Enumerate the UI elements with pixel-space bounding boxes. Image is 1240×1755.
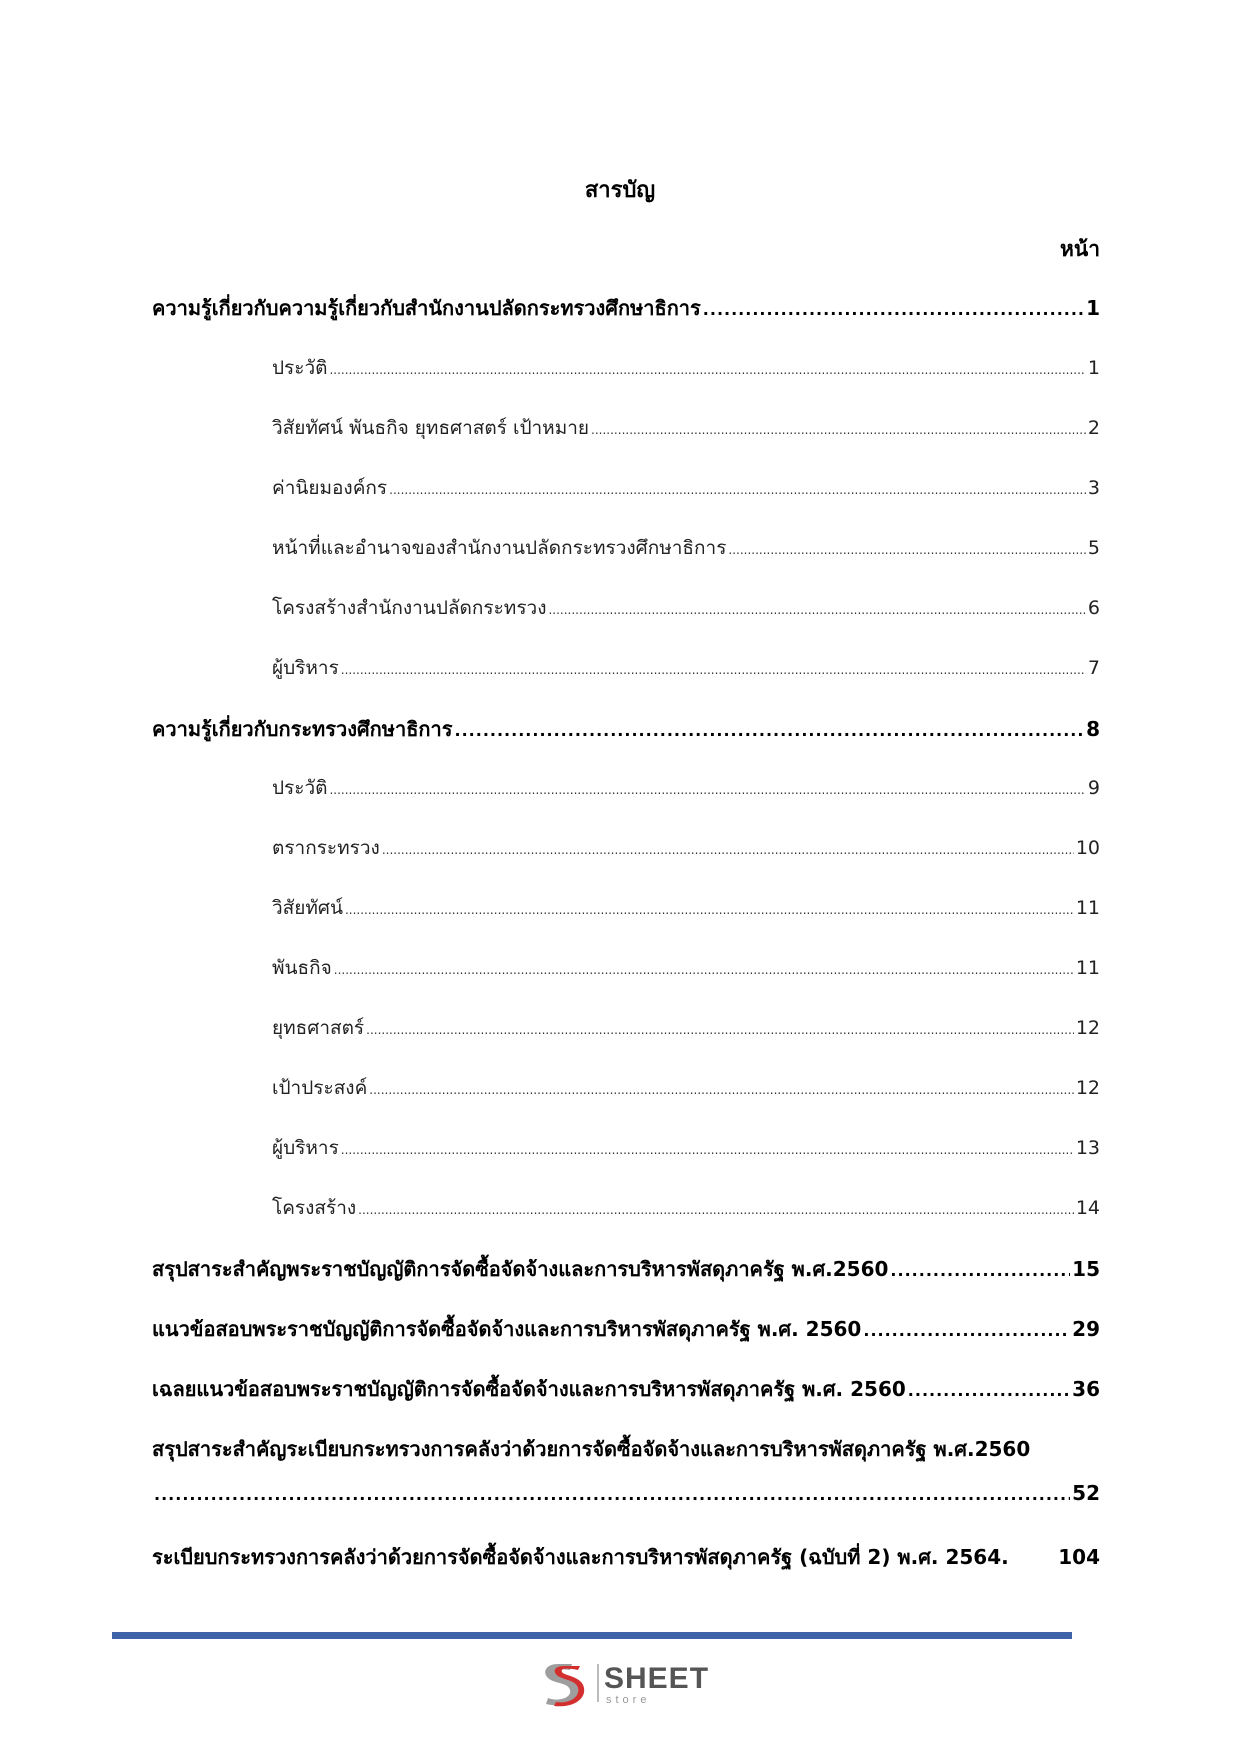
leader-dots <box>341 663 1086 677</box>
toc-entry-label: ผู้บริหาร <box>272 657 339 679</box>
toc-entry-page: 15 <box>1072 1257 1100 1281</box>
toc-entry-label: โครงสร้าง <box>272 1197 357 1219</box>
leader-dots <box>382 843 1074 857</box>
footer-divider-bar <box>112 1632 1072 1639</box>
toc-entry-page: 36 <box>1072 1377 1100 1401</box>
toc-entry[interactable] <box>152 1373 1100 1405</box>
toc-entry[interactable] <box>272 593 1100 623</box>
toc-entry[interactable] <box>152 292 1100 324</box>
toc-entry[interactable] <box>152 1541 1100 1573</box>
toc-entry[interactable] <box>272 533 1100 563</box>
toc-entry-label: เป้าประสงค์ <box>272 1077 368 1099</box>
toc-entry-label: แนวข้อสอบพระราชบัญญัติการจัดซื้อจัดจ้างและการบริหารพัสดุภาครัฐ พ.ศ. 2560 <box>152 1317 862 1341</box>
leader-dots <box>703 300 1084 319</box>
toc-entry-label: ความรู้เกี่ยวกับกระทรวงศึกษาธิการ <box>152 717 453 741</box>
toc-entry-page: 52 <box>1072 1481 1100 1505</box>
toc-entry-page: 2 <box>1087 417 1100 439</box>
leader-dots <box>358 1203 1074 1217</box>
toc-entry[interactable] <box>272 353 1100 383</box>
toc-entry[interactable] <box>272 833 1100 863</box>
leader-dots <box>369 1083 1074 1097</box>
toc-entry-page: 5 <box>1087 537 1100 559</box>
toc-entry-page: 6 <box>1087 597 1100 619</box>
toc-entry-label: โครงสร้างสำนักงานปลัดกระทรวง <box>272 597 547 619</box>
leader-dots <box>329 783 1085 797</box>
leader-dots <box>548 603 1085 617</box>
toc-entry-label: พันธกิจ <box>272 957 332 979</box>
leader-dots <box>908 1381 1070 1400</box>
toc-entry-label: สรุปสาระสำคัญพระราชบัญญัติการจัดซื้อจัดจ้างและการบริหารพัสดุภาครัฐ พ.ศ.2560 <box>152 1257 889 1281</box>
toc-entry-label: ความรู้เกี่ยวกับความรู้เกี่ยวกับสำนักงานปลัดกระทรวงศึกษาธิการ <box>152 296 701 320</box>
toc-entry-label: ประวัติ <box>272 357 328 379</box>
toc-entry-label: ค่านิยมองค์กร <box>272 477 388 499</box>
toc-entry-page: 9 <box>1087 777 1100 799</box>
toc-entry[interactable] <box>272 473 1100 503</box>
logo-mark-icon <box>545 1664 584 1706</box>
leader-dots <box>591 423 1086 437</box>
leader-dots <box>345 903 1074 917</box>
page-title: สารบัญ <box>584 178 656 203</box>
toc-entry-label: ผู้บริหาร <box>272 1137 339 1159</box>
toc-entry[interactable] <box>152 713 1100 745</box>
leader-dots <box>728 543 1086 557</box>
leader-dots <box>455 721 1085 740</box>
toc-entry-page: 3 <box>1087 477 1100 499</box>
toc-entry-label: ระเบียบกระทรวงการคลังว่าด้วยการจัดซื้อจัดจ้างและการบริหารพัสดุภาครัฐ (ฉบับที่ 2) พ.ศ. 2564. <box>152 1545 1009 1569</box>
toc-entry-page: 13 <box>1075 1137 1100 1159</box>
toc-entry-page: 104 <box>1058 1545 1100 1569</box>
toc-entry-page: 10 <box>1075 837 1100 859</box>
toc-entry[interactable] <box>152 1253 1100 1285</box>
leader-dots <box>366 1023 1074 1037</box>
toc-entry[interactable] <box>272 893 1100 923</box>
toc-entry[interactable] <box>272 1013 1100 1043</box>
toc-entry[interactable] <box>272 1133 1100 1163</box>
leader-dots <box>389 483 1086 497</box>
toc-entry-label: เฉลยแนวข้อสอบพระราชบัญญัติการจัดซื้อจัดจ้างและการบริหารพัสดุภาครัฐ พ.ศ. 2560 <box>152 1377 906 1401</box>
toc-entry-page: 1 <box>1086 296 1100 320</box>
leader-dots <box>890 1261 1070 1280</box>
toc-entry-label: ประวัติ <box>272 777 328 799</box>
toc-entry-wrapped-continuation[interactable] <box>152 1481 1100 1505</box>
leader-dots <box>334 963 1074 977</box>
toc-entry-page: 29 <box>1072 1317 1100 1341</box>
toc-entry-page: 8 <box>1086 717 1100 741</box>
toc-entry-wrapped-label[interactable]: สรุปสาระสำคัญระเบียบกระทรวงการคลังว่าด้วยการจัดซื้อจัดจ้างและการบริหารพัสดุภาครัฐ พ.ศ.2560 <box>152 1437 1031 1461</box>
toc-entry-page: 7 <box>1087 657 1100 679</box>
toc-entry-label: วิสัยทัศน์ พันธกิจ ยุทธศาสตร์ เป้าหมาย <box>272 417 590 439</box>
brand-subtitle: store <box>606 1694 651 1706</box>
leader-dots <box>329 363 1085 377</box>
toc-entry[interactable] <box>272 1193 1100 1223</box>
toc-entry[interactable] <box>272 413 1100 443</box>
toc-entry-page: 12 <box>1075 1077 1100 1099</box>
brand-name: SHEET <box>604 1662 710 1695</box>
toc-entry[interactable] <box>272 953 1100 983</box>
toc-entry-label: ตรากระทรวง <box>272 837 380 859</box>
leader-dots <box>154 1485 1070 1504</box>
toc-entry-page: 1 <box>1087 357 1100 379</box>
toc-entry-page: 12 <box>1075 1017 1100 1039</box>
toc-entry-page: 11 <box>1075 957 1100 979</box>
toc-entry[interactable] <box>272 653 1100 683</box>
page-column-label: หน้า <box>1060 237 1100 261</box>
leader-dots <box>863 1321 1070 1340</box>
toc-entry-label: หน้าที่และอำนาจของสำนักงานปลัดกระทรวงศึกษาธิการ <box>272 537 727 559</box>
toc-entry[interactable] <box>272 1073 1100 1103</box>
leader-dots <box>341 1143 1074 1157</box>
toc-entry[interactable] <box>272 773 1100 803</box>
toc-entry-label: วิสัยทัศน์ <box>272 897 343 919</box>
toc-entry-page: 14 <box>1075 1197 1100 1219</box>
toc-entry[interactable] <box>152 1313 1100 1345</box>
toc-entry-page: 11 <box>1075 897 1100 919</box>
toc-entry-label: ยุทธศาสตร์ <box>272 1017 365 1039</box>
